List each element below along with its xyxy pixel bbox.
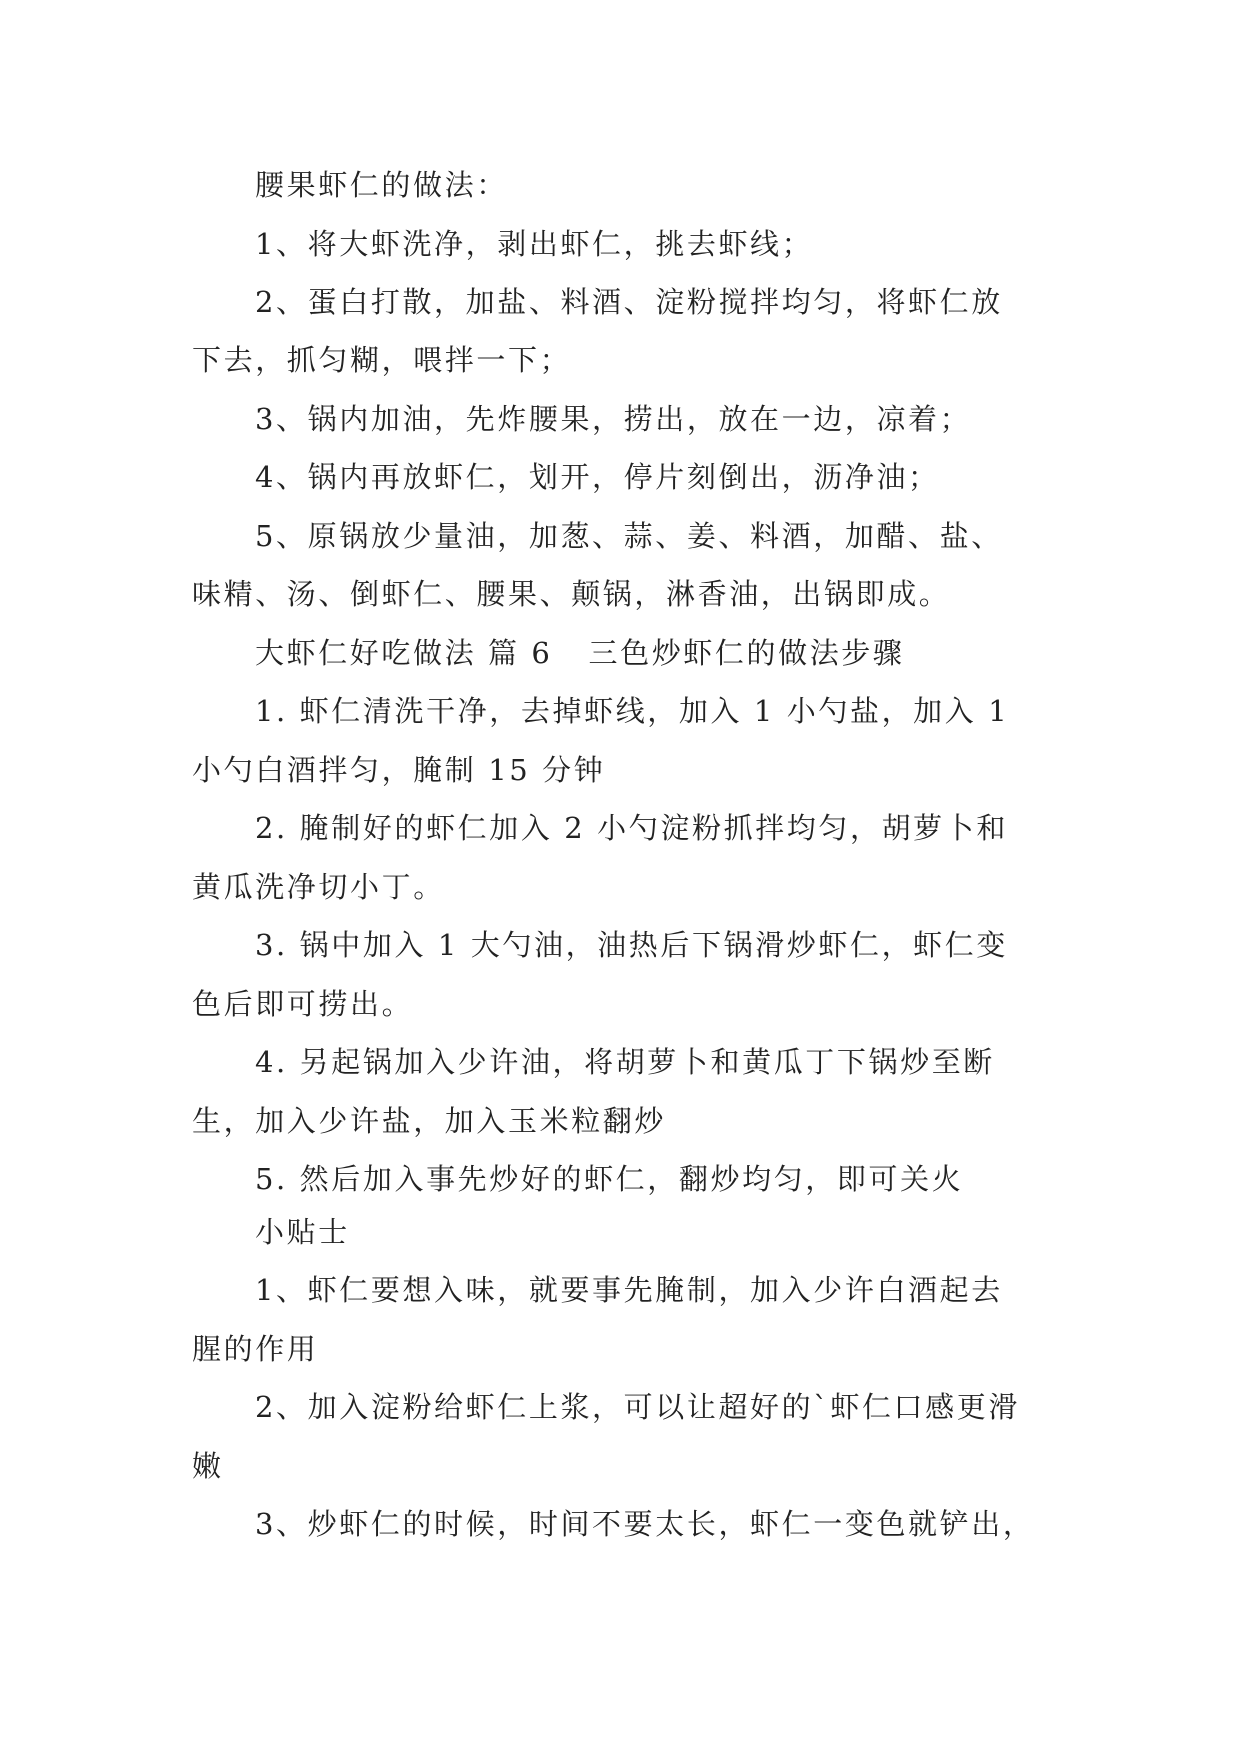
- paragraph-line: 黄瓜洗净切小丁。: [192, 870, 445, 904]
- section-heading-line: [255, 633, 905, 673]
- paragraph-line: 腰果虾仁的做法：: [255, 168, 508, 202]
- paragraph-line: 3、炒虾仁的时候，时间不要太长，虾仁一变色就铲出，: [255, 1507, 1035, 1541]
- paragraph-line: 1、虾仁要想入味，就要事先腌制，加入少许白酒起去: [255, 1273, 1003, 1307]
- paragraph-line: 色后即可捞出。: [192, 987, 414, 1021]
- paragraph-line: 1. 虾仁清洗干净，去掉虾线，加入 1 小勺盐，加入 1: [255, 694, 1010, 728]
- paragraph-line: 4、锅内再放虾仁，划开，停片刻倒出，沥净油；: [255, 460, 940, 494]
- paragraph-line: 小勺白酒拌匀，腌制 15 分钟: [192, 753, 606, 787]
- paragraph-line: 4. 另起锅加入少许油，将胡萝卜和黄瓜丁下锅炒至断: [255, 1045, 995, 1079]
- recipe-title: 三色炒虾仁的做法步骤: [588, 636, 905, 670]
- paragraph-line: 2、加入淀粉给虾仁上浆，可以让超好的`虾仁口感更滑: [255, 1390, 1020, 1424]
- paragraph-line: 3. 锅中加入 1 大勺油，油热后下锅滑炒虾仁，虾仁变: [255, 928, 1008, 962]
- paragraph-line: 5. 然后加入事先炒好的虾仁，翻炒均匀，即可关火: [255, 1162, 964, 1196]
- paragraph-line: 下去，抓匀糊，喂拌一下；: [192, 343, 572, 377]
- paragraph-line: 生，加入少许盐，加入玉米粒翻炒: [192, 1104, 667, 1138]
- paragraph-line: 1、将大虾洗净，剥出虾仁，挑去虾线；: [255, 227, 814, 261]
- paragraph-line: 5、原锅放少量油，加葱、蒜、姜、料酒，加醋、盐、: [255, 519, 1003, 553]
- section-heading: 大虾仁好吃做法 篇 6: [255, 636, 553, 670]
- paragraph-line: 腥的作用: [192, 1332, 319, 1366]
- paragraph-line: 2、蛋白打散，加盐、料酒、淀粉搅拌均匀，将虾仁放: [255, 285, 1003, 319]
- paragraph-line: 嫩: [192, 1449, 224, 1483]
- tips-heading: 小贴士: [255, 1215, 350, 1249]
- paragraph-line: 3、锅内加油，先炸腰果，捞出，放在一边，凉着；: [255, 402, 972, 436]
- paragraph-line: 味精、汤、倒虾仁、腰果、颠锅，淋香油，出锅即成。: [192, 577, 951, 611]
- paragraph-line: 2. 腌制好的虾仁加入 2 小勺淀粉抓拌均匀，胡萝卜和: [255, 811, 1008, 845]
